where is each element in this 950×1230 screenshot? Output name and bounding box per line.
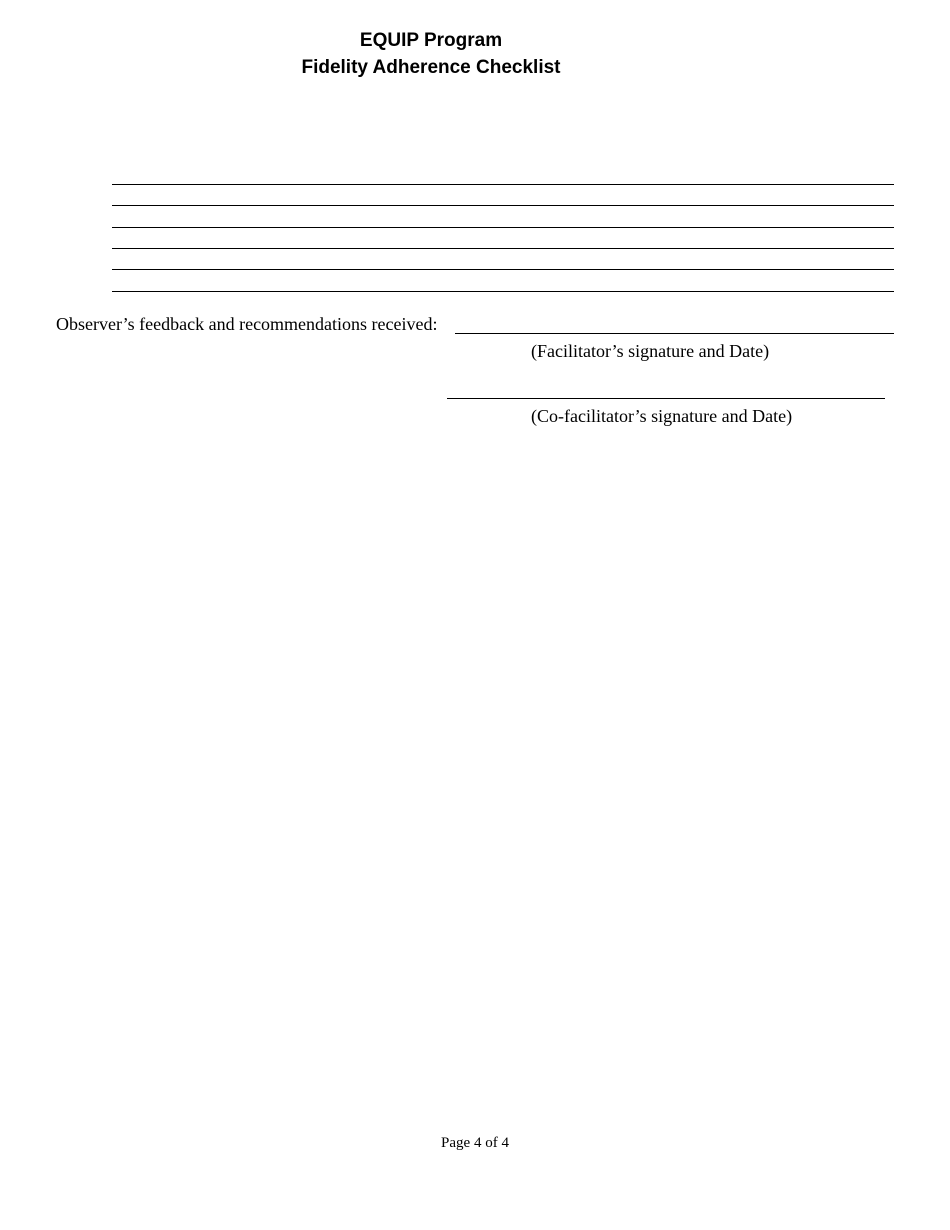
program-title: EQUIP Program: [359, 30, 503, 51]
checklist-title: Fidelity Adherence Checklist: [301, 57, 561, 78]
cofacilitator-signature-caption: (Co-facilitator’s signature and Date): [531, 406, 793, 426]
notes-line: [112, 227, 894, 228]
notes-line: [112, 248, 894, 249]
facilitator-signature-line: [455, 333, 894, 334]
notes-line: [112, 269, 894, 270]
facilitator-signature-caption: (Facilitator’s signature and Date): [531, 341, 770, 361]
notes-line: [112, 205, 894, 206]
page-number: Page 4 of 4: [441, 1135, 509, 1151]
cofacilitator-signature-line: [447, 398, 885, 399]
notes-line: [112, 291, 894, 292]
feedback-label: Observer’s feedback and recommendations received:: [56, 314, 438, 334]
notes-line: [112, 184, 894, 185]
